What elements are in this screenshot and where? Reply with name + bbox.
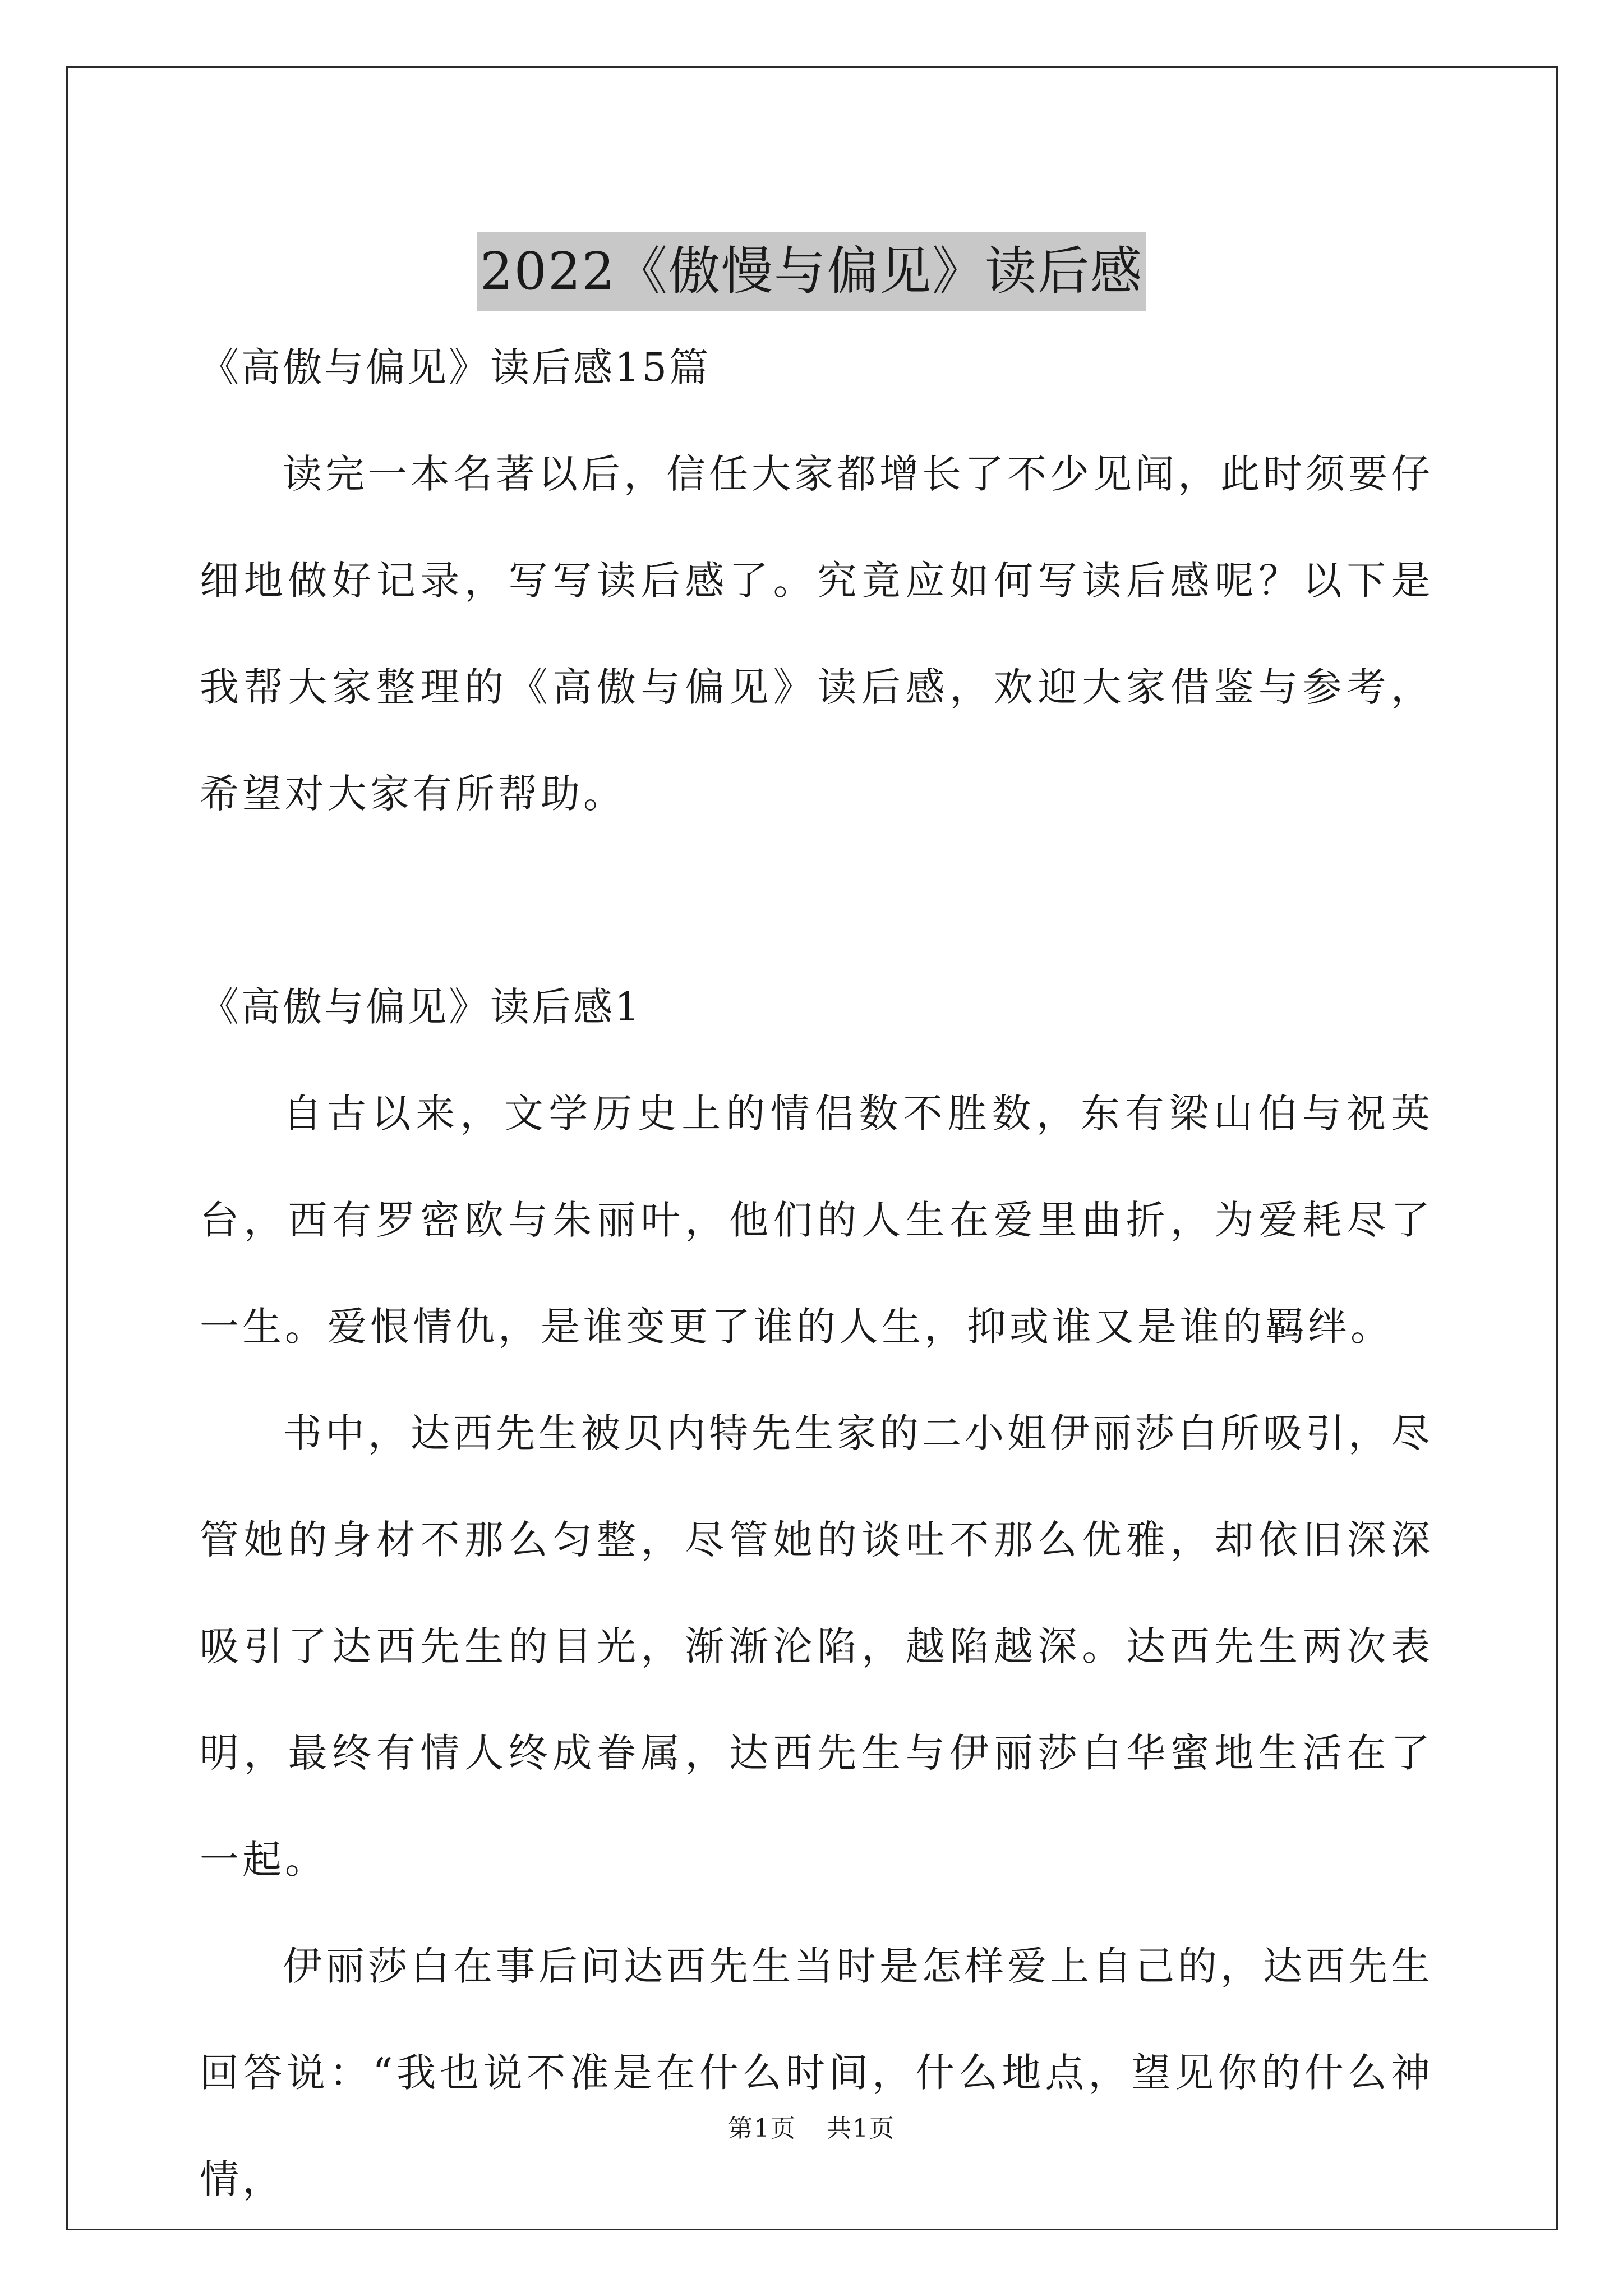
spacer <box>200 847 1433 954</box>
page-number: 第1页 <box>728 2114 796 2143</box>
body-paragraph: 伊丽莎白在事后问达西先生当时是怎样爱上自己的，达西先生回答说：“我也说不准是在什么时间，什么地点，望见你的什么神情， <box>200 1943 1433 2202</box>
page-footer <box>0 2108 1623 2144</box>
collection-subtitle: 《高傲与偏见》读后感15篇 <box>200 344 711 390</box>
section-heading: 《高傲与偏见》读后感1 <box>200 984 642 1030</box>
page-total: 共1页 <box>827 2114 895 2143</box>
document-body <box>200 314 1433 2233</box>
body-paragraph: 书中，达西先生被贝内特先生家的二小姐伊丽莎白所吸引，尽管她的身材不那么匀整，尽管她的谈吐不那么优雅，却依旧深深吸引了达西先生的目光，渐渐沦陷，越陷越深。达西先生两次表明，最终有情人终成眷属，达西先生与伊丽莎白华蜜地生活在了一起。 <box>200 1410 1433 1883</box>
document-title: 2022《傲慢与偏见》读后感 <box>477 232 1146 311</box>
body-paragraph: 自古以来，文学历史上的情侣数不胜数，东有梁山伯与祝英台，西有罗密欧与朱丽叶，他们的人生在爱里曲折，为爱耗尽了一生。爱恨情仇，是谁变更了谁的人生，抑或谁又是谁的羁绊。 <box>200 1091 1433 1350</box>
intro-paragraph: 读完一本名著以后，信任大家都增长了不少见闻，此时须要仔细地做好记录，写写读后感了。究竟应如何写读后感呢？以下是我帮大家整理的《高傲与偏见》读后感，欢迎大家借鉴与参考，希望对大家有所帮助。 <box>200 451 1433 817</box>
